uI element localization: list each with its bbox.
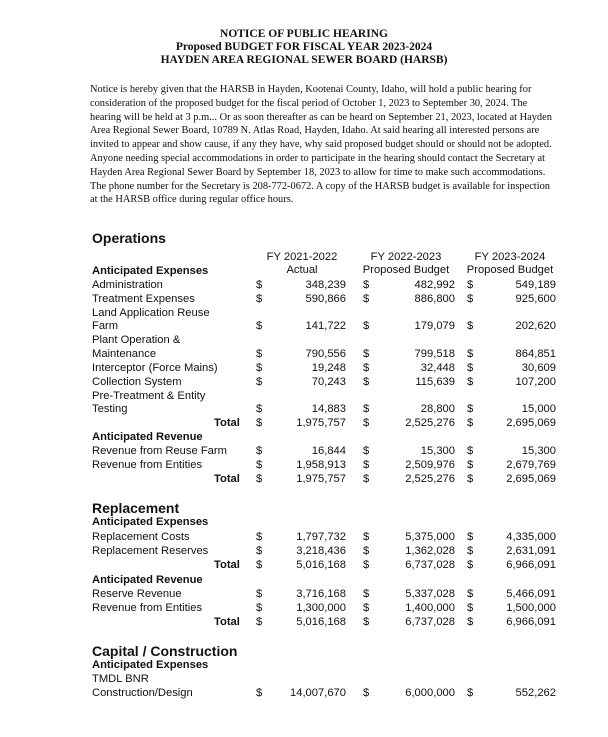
cell-fy2223: 6,737,028 [405, 559, 455, 571]
dollar-sign: $ [256, 559, 263, 571]
dollar-sign: $ [363, 445, 370, 457]
cell-fy2223: 1,362,028 [405, 545, 455, 557]
cell-fy2324: 6,966,091 [506, 616, 556, 628]
cell-fy2122: 19,248 [311, 362, 346, 374]
row-label: Plant Operation & [92, 334, 181, 346]
dollar-sign: $ [256, 376, 263, 388]
cell-fy2223: 5,375,000 [405, 531, 455, 543]
row-label: Administration [92, 279, 163, 291]
cell-fy2122: 1,797,732 [296, 531, 346, 543]
cell-fy2122: 3,218,436 [296, 545, 346, 557]
cell-fy2223: 28,800 [420, 403, 455, 415]
row-label: Reserve Revenue [92, 588, 182, 600]
operations-revenue-heading: Anticipated Revenue [92, 431, 203, 443]
cell-fy2122: 348,239 [305, 279, 346, 291]
dollar-sign: $ [256, 473, 263, 485]
operations-expenses-heading: Anticipated Expenses [92, 265, 209, 277]
row-label: Revenue from Reuse Farm [92, 445, 227, 457]
cell-fy2324: 2,695,069 [506, 473, 556, 485]
cell-fy2324: 107,200 [515, 376, 556, 388]
cell-fy2223: 5,337,028 [405, 588, 455, 600]
dollar-sign: $ [467, 376, 474, 388]
dollar-sign: $ [363, 320, 370, 332]
row-label: Land Application Reuse [92, 307, 210, 319]
cell-fy2122: 16,844 [311, 445, 346, 457]
section-capital-title: Capital / Construction [92, 643, 238, 659]
dollar-sign: $ [363, 616, 370, 628]
dollar-sign: $ [256, 531, 263, 543]
column-header-proposed-2324: Proposed Budget [466, 264, 554, 276]
dollar-sign: $ [363, 348, 370, 360]
budget-title: Proposed BUDGET FOR FISCAL YEAR 2023-2024 [175, 41, 433, 53]
cell-fy2122: 3,716,168 [296, 588, 346, 600]
dollar-sign: $ [467, 687, 474, 699]
cell-fy2324: 1,500,000 [506, 602, 556, 614]
cell-fy2324: 5,466,091 [506, 588, 556, 600]
dollar-sign: $ [363, 293, 370, 305]
dollar-sign: $ [467, 320, 474, 332]
dollar-sign: $ [363, 559, 370, 571]
cell-fy2122: 14,883 [311, 403, 346, 415]
dollar-sign: $ [256, 687, 263, 699]
cell-fy2122: 1,300,000 [296, 602, 346, 614]
cell-fy2324: 202,620 [515, 320, 556, 332]
cell-fy2324: 15,000 [521, 403, 556, 415]
dollar-sign: $ [467, 279, 474, 291]
dollar-sign: $ [467, 362, 474, 374]
row-label-cont: Construction/Design [92, 687, 193, 699]
dollar-sign: $ [363, 417, 370, 429]
row-label-cont: Testing [92, 403, 128, 415]
dollar-sign: $ [256, 293, 263, 305]
cell-fy2223: 115,639 [415, 376, 455, 388]
cell-fy2324: 4,335,000 [506, 531, 556, 543]
dollar-sign: $ [363, 403, 370, 415]
dollar-sign: $ [467, 417, 474, 429]
column-header-fy2223: FY 2022-2023 [370, 251, 442, 263]
cell-fy2324: 864,851 [515, 348, 556, 360]
row-label: Pre-Treatment & Entity [92, 390, 206, 402]
cell-fy2122: 590,866 [305, 293, 346, 305]
cell-fy2122: 1,975,757 [296, 473, 346, 485]
cell-fy2223: 6,000,000 [405, 687, 455, 699]
dollar-sign: $ [363, 362, 370, 374]
total-label: Total [214, 417, 240, 429]
cell-fy2324: 2,631,091 [506, 545, 556, 557]
dollar-sign: $ [467, 403, 474, 415]
row-label: Revenue from Entities [92, 459, 203, 471]
cell-fy2324: 30,609 [521, 362, 556, 374]
dollar-sign: $ [256, 348, 263, 360]
dollar-sign: $ [256, 417, 263, 429]
dollar-sign: $ [256, 279, 263, 291]
total-label: Total [214, 473, 240, 485]
dollar-sign: $ [363, 473, 370, 485]
dollar-sign: $ [467, 348, 474, 360]
cell-fy2223: 179,079 [414, 320, 455, 332]
cell-fy2223: 2,525,276 [405, 417, 455, 429]
cell-fy2324: 925,600 [515, 293, 556, 305]
row-label: Treatment Expenses [92, 293, 195, 305]
section-operations-title: Operations [92, 230, 166, 246]
cell-fy2122: 14,007,670 [290, 687, 346, 699]
column-header-proposed-2223: Proposed Budget [362, 264, 450, 276]
dollar-sign: $ [467, 445, 474, 457]
dollar-sign: $ [467, 545, 474, 557]
column-header-actual: Actual [286, 264, 318, 276]
dollar-sign: $ [256, 616, 263, 628]
cell-fy2122: 5,016,168 [296, 559, 346, 571]
row-label: Replacement Reserves [92, 545, 209, 557]
intro-paragraph: Notice is hereby given that the HARSB in Hayden, Kootenai County, Idaho, will hold a public hearing for consideration of the proposed budget for the fiscal period of October 1, 2023 to September 30, 2024. The hearing will be held at 3 p.m... Or as soon thereafter as can be heard on September 21, 2023, located at Hayden Area Regional Sewer Board, 10789 N. Atlas Road, Hayden, Idaho. At said hearing all interested persons are invited to appear and show cause, if any they have, why said proposed budget should or should not be adopted. Anyone needing special accommodations in order to participate in the hearing should contact the Secretary at Hayden Area Regional Sewer Board by September 18, 2023 to allow for time to make such accommodations. The phone number for the Secretary is 208-772-0672. A copy of the HARSB budget is available for inspection at the HARSB office during regular office hours. [90, 84, 552, 206]
dollar-sign: $ [256, 545, 263, 557]
cell-fy2324: 2,695,069 [506, 417, 556, 429]
replacement-revenue-heading: Anticipated Revenue [92, 574, 203, 586]
cell-fy2223: 15,300 [420, 445, 455, 457]
cell-fy2223: 482,992 [414, 279, 455, 291]
cell-fy2223: 2,509,976 [405, 459, 455, 471]
notice-title: NOTICE OF PUBLIC HEARING [220, 28, 388, 40]
row-label: Collection System [92, 376, 182, 388]
column-header-fy2122: FY 2021-2022 [266, 251, 338, 263]
dollar-sign: $ [363, 588, 370, 600]
cell-fy2324: 549,189 [515, 279, 556, 291]
cell-fy2223: 799,518 [414, 348, 455, 360]
dollar-sign: $ [256, 403, 263, 415]
dollar-sign: $ [467, 616, 474, 628]
dollar-sign: $ [256, 588, 263, 600]
cell-fy2223: 886,800 [414, 293, 455, 305]
total-label: Total [214, 559, 240, 571]
dollar-sign: $ [256, 445, 263, 457]
row-label: Replacement Costs [92, 531, 190, 543]
dollar-sign: $ [256, 320, 263, 332]
dollar-sign: $ [363, 279, 370, 291]
row-label-cont: Farm [92, 320, 119, 332]
dollar-sign: $ [467, 588, 474, 600]
cell-fy2223: 2,525,276 [405, 473, 455, 485]
cell-fy2122: 5,016,168 [296, 616, 346, 628]
dollar-sign: $ [467, 293, 474, 305]
cell-fy2122: 141,722 [305, 320, 346, 332]
cell-fy2223: 6,737,028 [405, 616, 455, 628]
cell-fy2223: 1,400,000 [405, 602, 455, 614]
total-label: Total [214, 616, 240, 628]
cell-fy2122: 1,958,913 [296, 459, 346, 471]
dollar-sign: $ [363, 376, 370, 388]
cell-fy2324: 6,966,091 [506, 559, 556, 571]
cell-fy2324: 15,300 [521, 445, 556, 457]
section-replacement-title: Replacement [92, 500, 180, 516]
row-label: TMDL BNR [92, 673, 149, 685]
row-label: Revenue from Entities [92, 602, 203, 614]
board-title: HAYDEN AREA REGIONAL SEWER BOARD (HARSB) [160, 54, 448, 66]
cell-fy2122: 790,556 [305, 348, 346, 360]
replacement-expenses-heading: Anticipated Expenses [92, 516, 209, 528]
dollar-sign: $ [467, 459, 474, 471]
dollar-sign: $ [467, 559, 474, 571]
dollar-sign: $ [467, 602, 474, 614]
cell-fy2122: 70,243 [311, 376, 346, 388]
dollar-sign: $ [467, 531, 474, 543]
cell-fy2223: 32,448 [420, 362, 455, 374]
row-label: Interceptor (Force Mains) [92, 362, 218, 374]
dollar-sign: $ [363, 687, 370, 699]
dollar-sign: $ [363, 602, 370, 614]
cell-fy2324: 552,262 [515, 687, 556, 699]
dollar-sign: $ [256, 362, 263, 374]
dollar-sign: $ [363, 531, 370, 543]
dollar-sign: $ [467, 473, 474, 485]
cell-fy2324: 2,679,769 [506, 459, 556, 471]
column-header-fy2324: FY 2023-2024 [474, 251, 546, 263]
dollar-sign: $ [256, 602, 263, 614]
dollar-sign: $ [363, 459, 370, 471]
dollar-sign: $ [363, 545, 370, 557]
dollar-sign: $ [256, 459, 263, 471]
capital-expenses-heading: Anticipated Expenses [92, 659, 209, 671]
cell-fy2122: 1,975,757 [296, 417, 346, 429]
row-label-cont: Maintenance [92, 348, 157, 360]
